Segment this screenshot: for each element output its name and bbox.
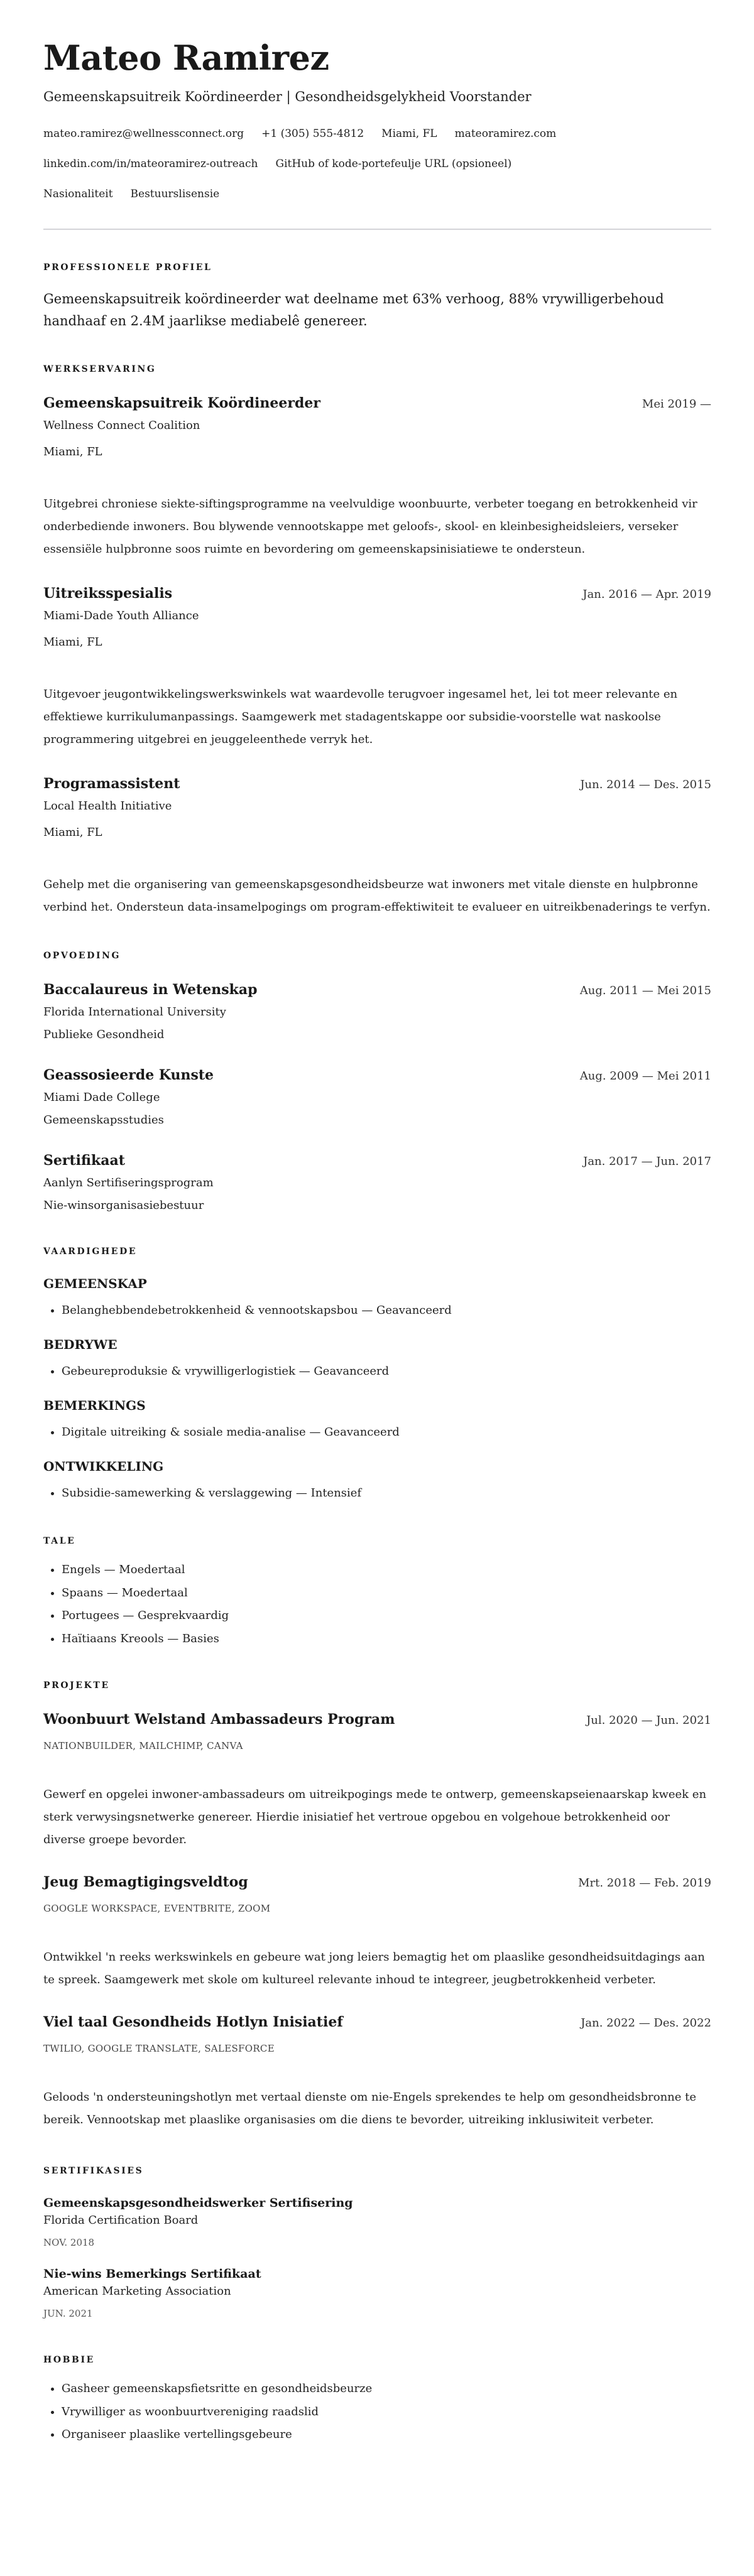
hobby-item: • Vrywilliger as woonbuurtvereniging raadslid: [62, 2401, 711, 2424]
language-item: • Spaans — Moedertaal: [62, 1582, 711, 1605]
project-title: Viel taal Gesondheids Hotlyn Inisiatief: [43, 2014, 343, 2030]
project-entry: [43, 1709, 711, 1851]
certification-date: JUN. 2021: [43, 2308, 93, 2319]
hobby-item: • Gasheer gemeenskapsfietsritte en gesondheidsbeurze: [62, 2378, 711, 2401]
resume-page: [43, 38, 711, 2447]
project-date: Mrt. 2018 — Feb. 2019: [578, 1876, 711, 1890]
skill-list: [43, 1302, 711, 1319]
certification-issuer: Florida Certification Board: [43, 2214, 199, 2227]
field-of-study: Nie-winsorganisasiebestuur: [43, 1199, 204, 1212]
hobby-list: [43, 2378, 711, 2447]
project-description: Ontwikkel 'n reeks werkswinkels en gebeure wat jong leiers bemagtig het om plaaslike gesondheidsuitdagings aan te spreek. Saamgewerk met skole om kultureel relevante inhoud te integreer, jeugbetrokkenheid verbeter.: [43, 1951, 705, 1986]
hobby-item: • Organiseer plaaslike vertellingsgebeure: [62, 2423, 711, 2447]
section-heading-skills: VAARDIGHEDE: [43, 1247, 138, 1257]
job-description: Uitgevoer jeugontwikkelingswerkswinkels wat waardevolle terugvoer ingesamel het, lei tot meer relevante en effektiewe kurrikulumanpassings. Saamgewerk met stadagentskappe oor subsidie-voorstelle wat naskoolse programmering uitgebrei en jeuggeleenthede verryk het.: [43, 688, 678, 746]
field-of-study: Publieke Gesondheid: [43, 1028, 165, 1041]
certification-issuer: American Marketing Association: [43, 2285, 231, 2298]
school: Miami Dade College: [43, 1091, 160, 1104]
education-entry: [43, 980, 711, 1044]
language-item: • Engels — Moedertaal: [62, 1559, 711, 1582]
company: Miami-Dade Youth Alliance: [43, 609, 199, 622]
project-entry: [43, 2012, 711, 2131]
linkedin-link[interactable]: linkedin.com/in/mateoramirez-outreach: [43, 158, 258, 170]
education-date: Jan. 2017 — Jun. 2017: [583, 1155, 711, 1168]
skill-category: BEDRYWE: [43, 1337, 117, 1352]
skill-list: [43, 1363, 711, 1380]
certification-title: Gemeenskapsgesondheidswerker Sertifisering: [43, 2196, 353, 2210]
section-heading-languages: TALE: [43, 1536, 76, 1546]
degree: Sertifikaat: [43, 1152, 125, 1169]
certification-entry: [43, 2194, 711, 2250]
languages-section: [43, 1535, 711, 1650]
skills-section: [43, 1245, 711, 1502]
section-heading-education: OPVOEDING: [43, 951, 121, 961]
drivers-license: Bestuurslisensie: [130, 188, 220, 200]
projects-section: [43, 1679, 711, 2131]
project-tech: TWILIO, GOOGLE TRANSLATE, SALESFORCE: [43, 2043, 275, 2054]
project-date: Jan. 2022 — Des. 2022: [581, 2016, 711, 2030]
job-description: Uitgebrei chroniese siekte-siftingsprogramme na veelvuldige woonbuurte, verbeter toegang en betrokkenheid vir onderbediende inwoners. Bou blywende vennootskappe met geloofs-, skool- en kleinbesigheidsleiers, verseker essensiële hulpbronne soos ruimte en bevordering om gemeenskapsinisiatiewe te ondersteun.: [43, 497, 697, 556]
project-tech: GOOGLE WORKSPACE, EVENTBRITE, ZOOM: [43, 1903, 271, 1914]
education-entry: [43, 1065, 711, 1129]
profile-summary: Gemeenskapsuitreik koördineerder wat deelname met 63% verhoog, 88% vrywilligerbehoud handhaaf en 2.4M jaarlikse mediabelê genereer.: [43, 291, 664, 328]
job-location: Miami, FL: [43, 826, 102, 839]
github-link[interactable]: GitHub of kode-portefeulje URL (opsioneel): [275, 158, 512, 170]
contact-row: [43, 185, 711, 203]
experience-entry: [43, 393, 711, 561]
section-heading-experience: WERKSERVARING: [43, 364, 156, 374]
project-title: Jeug Bemagtigingsveldtog: [43, 1874, 248, 1890]
field-of-study: Gemeenskapsstudies: [43, 1113, 164, 1127]
experience-entry: [43, 774, 711, 919]
section-heading-hobbies: HOBBIE: [43, 2355, 95, 2365]
experience-section: [43, 363, 711, 919]
email-link[interactable]: mateo.ramirez@wellnessconnect.org: [43, 127, 244, 140]
website-link[interactable]: mateoramirez.com: [454, 127, 557, 140]
experience-entry: [43, 583, 711, 751]
section-heading-projects: PROJEKTE: [43, 1680, 110, 1691]
education-date: Aug. 2011 — Mei 2015: [579, 984, 711, 997]
project-tech: NATIONBUILDER, MAILCHIMP, CANVA: [43, 1740, 243, 1751]
contact-row: [43, 125, 711, 143]
candidate-name: Mateo Ramirez: [43, 38, 329, 78]
project-description: Gewerf en opgelei inwoner-ambassadeurs om uitreikpogings mede te ontwerp, gemeenskapseienaarskap kweek en sterk verwysingsnetwerke genereer. Hierdie inisiatief het vertroue opgebou en volgehoue betrokkenheid oor diverse groepe bevorder.: [43, 1788, 707, 1846]
skill-list: [43, 1424, 711, 1441]
job-date: Mei 2019 —: [642, 398, 711, 411]
skill-category: BEMERKINGS: [43, 1398, 146, 1413]
language-list: [43, 1559, 711, 1650]
section-heading-certifications: SERTIFIKASIES: [43, 2166, 144, 2176]
skill-list: [43, 1485, 711, 1502]
contact-row: [43, 155, 711, 173]
certification-title: Nie-wins Bemerkings Sertifikaat: [43, 2267, 261, 2281]
project-date: Jul. 2020 — Jun. 2021: [586, 1714, 711, 1727]
project-title: Woonbuurt Welstand Ambassadeurs Program: [43, 1711, 395, 1728]
header-divider: [43, 229, 711, 230]
skill-category: GEMEENSKAP: [43, 1276, 147, 1291]
job-date: Jan. 2016 — Apr. 2019: [582, 588, 711, 601]
degree: Geassosieerde Kunste: [43, 1067, 214, 1083]
certification-date: NOV. 2018: [43, 2237, 95, 2248]
school: Aanlyn Sertifiseringsprogram: [43, 1176, 214, 1189]
skill-item: • Belanghebbendebetrokkenheid & vennootskapsbou — Geavanceerd: [62, 1302, 711, 1319]
job-title: Programassistent: [43, 776, 180, 792]
school: Florida International University: [43, 1005, 226, 1019]
company: Wellness Connect Coalition: [43, 419, 200, 432]
section-heading-profile: PROFESSIONELE PROFIEL: [43, 262, 212, 273]
skill-item: • Gebeureproduksie & vrywilligerlogistiek — Geavanceerd: [62, 1363, 711, 1380]
headline: Gemeenskapsuitreik Koördineerder | Gesondheidsgelykheid Voorstander: [43, 89, 532, 104]
phone: +1 (305) 555-4812: [261, 127, 364, 140]
company: Local Health Initiative: [43, 799, 172, 813]
degree: Baccalaureus in Wetenskap: [43, 982, 258, 998]
job-location: Miami, FL: [43, 636, 102, 649]
nationality: Nasionaliteit: [43, 188, 113, 200]
language-item: • Haïtiaans Kreools — Basies: [62, 1628, 711, 1651]
job-date: Jun. 2014 — Des. 2015: [580, 778, 711, 791]
education-section: [43, 950, 711, 1215]
job-title: Gemeenskapsuitreik Koördineerder: [43, 395, 320, 411]
project-entry: [43, 1872, 711, 1991]
education-date: Aug. 2009 — Mei 2011: [579, 1069, 711, 1083]
job-location: Miami, FL: [43, 445, 102, 458]
certification-entry: [43, 2265, 711, 2321]
project-description: Geloods 'n ondersteuningshotlyn met vertaal dienste om nie-Engels sprekendes te help om gesondheidsbronne te bereik. Vennootskap met plaaslike organisasies om die diens te bevorder, uitreiking inklusiwiteit verbeter.: [43, 2091, 697, 2126]
job-description: Gehelp met die organisering van gemeenskapsgesondheidsbeurze wat inwoners met vitale dienste en hulpbronne verbind het. Ondersteun data-insamelpogings om program-effektiwiteit te evalueer en uitreikbenaderings te verfyn.: [43, 878, 711, 914]
skill-item: • Subsidie-samewerking & verslaggewing — Intensief: [62, 1485, 711, 1502]
job-title: Uitreiksspesialis: [43, 585, 173, 602]
location: Miami, FL: [381, 127, 437, 140]
skill-category: ONTWIKKELING: [43, 1459, 164, 1474]
language-item: • Portugees — Gesprekvaardig: [62, 1605, 711, 1628]
skill-item: • Digitale uitreiking & sosiale media-analise — Geavanceerd: [62, 1424, 711, 1441]
certifications-section: [43, 2165, 711, 2321]
education-entry: [43, 1150, 711, 1215]
hobbies-section: [43, 2354, 711, 2447]
